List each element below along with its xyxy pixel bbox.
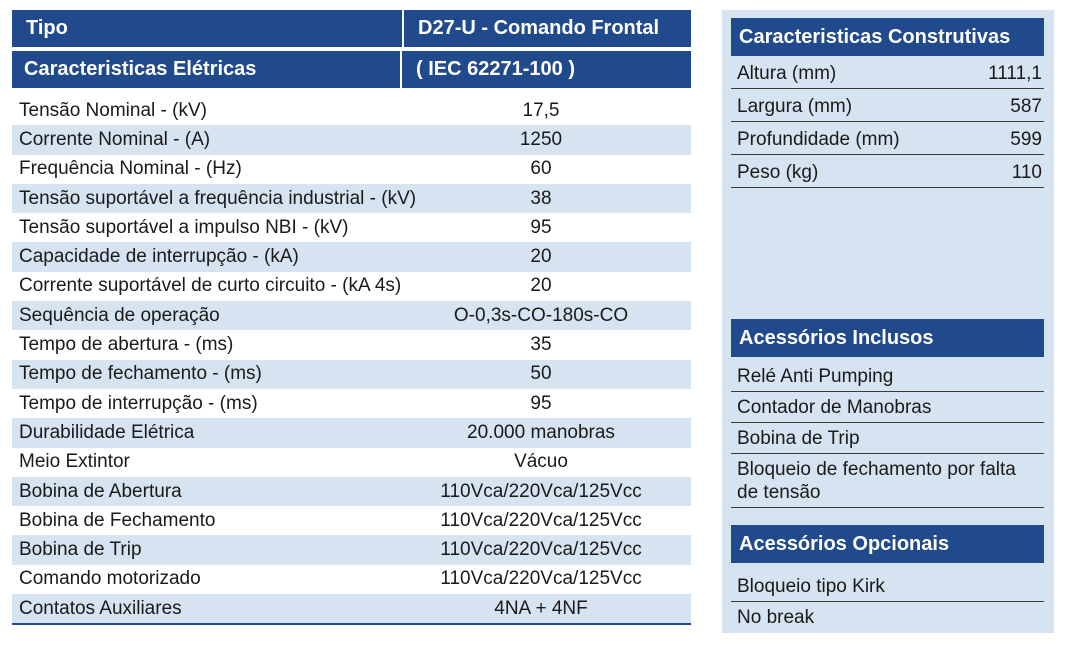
included-accessories-header: Acessórios Inclusos <box>731 319 1044 357</box>
electrical-header-row <box>12 51 691 88</box>
included-accessory-item: Bobina de Trip <box>731 423 1044 454</box>
construction-value: 599 <box>1010 129 1042 150</box>
table-row <box>12 565 691 594</box>
row-label: Meio Extintor <box>19 451 130 473</box>
construction-list <box>731 56 1044 188</box>
row-value: 38 <box>530 187 552 209</box>
table-row <box>12 594 691 623</box>
row-value: 110Vca/220Vca/125Vcc <box>440 480 642 502</box>
row-label: Bobina de Abertura <box>19 480 182 502</box>
row-value: 20.000 manobras <box>467 421 615 443</box>
type-header-row <box>12 10 691 47</box>
table-row <box>12 213 691 242</box>
construction-label: Profundidade (mm) <box>737 129 900 150</box>
row-label: Corrente Nominal - (A) <box>19 128 211 150</box>
construction-row <box>731 56 1044 89</box>
construction-label: Largura (mm) <box>737 96 853 117</box>
row-label: Tensão suportável a impulso NBI - (kV) <box>19 216 349 238</box>
construction-value: 587 <box>1010 96 1042 117</box>
standard-value: ( IEC 62271-100 ) <box>416 58 575 80</box>
type-label: Tipo <box>12 10 404 47</box>
construction-row <box>731 89 1044 122</box>
table-row <box>12 418 691 447</box>
table-row <box>12 477 691 506</box>
table-row <box>12 184 691 213</box>
table-row <box>12 242 691 271</box>
table-row <box>12 535 691 564</box>
row-label: Sequência de operação <box>19 304 220 326</box>
table-row <box>12 272 691 301</box>
row-value: 17,5 <box>522 99 560 121</box>
construction-header: Caracteristicas Construtivas <box>731 18 1044 56</box>
optional-accessory-item: Bloqueio tipo Kirk <box>731 571 1044 602</box>
row-value: 4NA + 4NF <box>494 597 588 619</box>
row-value: 35 <box>530 334 552 356</box>
row-value: 110Vca/220Vca/125Vcc <box>440 539 642 561</box>
row-value: 20 <box>530 275 552 297</box>
table-row <box>12 301 691 330</box>
optional-accessory-item: No break <box>737 607 815 628</box>
table-row <box>12 96 691 125</box>
row-label: Tensão Nominal - (kV) <box>19 99 207 121</box>
electrical-label: Caracteristicas Elétricas <box>12 51 402 88</box>
row-label: Durabilidade Elétrica <box>19 421 195 443</box>
type-value: D27-U - Comando Frontal <box>418 17 660 39</box>
row-value: 110Vca/220Vca/125Vcc <box>440 568 642 590</box>
table-row <box>12 155 691 184</box>
row-label: Capacidade de interrupção - (kA) <box>19 246 299 268</box>
construction-value: 1111,1 <box>988 63 1042 84</box>
row-value: O-0,3s-CO-180s-CO <box>453 304 629 326</box>
row-label: Bobina de Trip <box>19 539 142 561</box>
electrical-rows <box>12 96 691 623</box>
row-label: Tempo de fechamento - (ms) <box>19 363 262 385</box>
table-row <box>12 506 691 535</box>
row-value: 50 <box>530 363 552 385</box>
row-value: 1250 <box>519 128 563 150</box>
construction-value: 110 <box>1011 162 1042 183</box>
table-row <box>12 448 691 477</box>
row-value: 95 <box>530 392 552 414</box>
row-value: 95 <box>530 216 552 238</box>
construction-row <box>731 122 1044 155</box>
side-panel <box>722 10 1054 633</box>
optional-accessories-list <box>731 571 1044 632</box>
row-label: Tempo de interrupção - (ms) <box>19 392 258 414</box>
row-label: Comando motorizado <box>19 568 201 590</box>
row-label: Contatos Auxiliares <box>19 597 182 619</box>
row-label: Tensão suportável a frequência industrial - (kV) <box>19 187 417 209</box>
included-accessory-item: Bloqueio de fechamento por falta de tensão <box>731 454 1044 508</box>
included-accessories-list <box>731 361 1044 508</box>
row-label: Frequência Nominal - (Hz) <box>19 158 242 180</box>
row-value: 20 <box>530 246 552 268</box>
row-value: 60 <box>530 158 552 180</box>
row-value: 110Vca/220Vca/125Vcc <box>440 509 642 531</box>
construction-label: Altura (mm) <box>737 63 837 84</box>
optional-accessories-header: Acessórios Opcionais <box>731 525 1044 563</box>
row-label: Corrente suportável de curto circuito - (kA 4s) <box>19 275 402 297</box>
construction-label: Peso (kg) <box>737 162 819 183</box>
included-accessory-item: Contador de Manobras <box>731 392 1044 423</box>
table-row <box>12 360 691 389</box>
table-bottom-rule <box>12 623 691 625</box>
table-row <box>12 330 691 359</box>
table-row <box>12 389 691 418</box>
row-label: Bobina de Fechamento <box>19 509 216 531</box>
table-row <box>12 125 691 154</box>
electrical-specs-table <box>12 10 691 625</box>
row-label: Tempo de abertura - (ms) <box>19 334 234 356</box>
construction-row <box>731 155 1044 188</box>
included-accessory-item: Relé Anti Pumping <box>731 361 1044 392</box>
row-value: Vácuo <box>514 451 568 473</box>
